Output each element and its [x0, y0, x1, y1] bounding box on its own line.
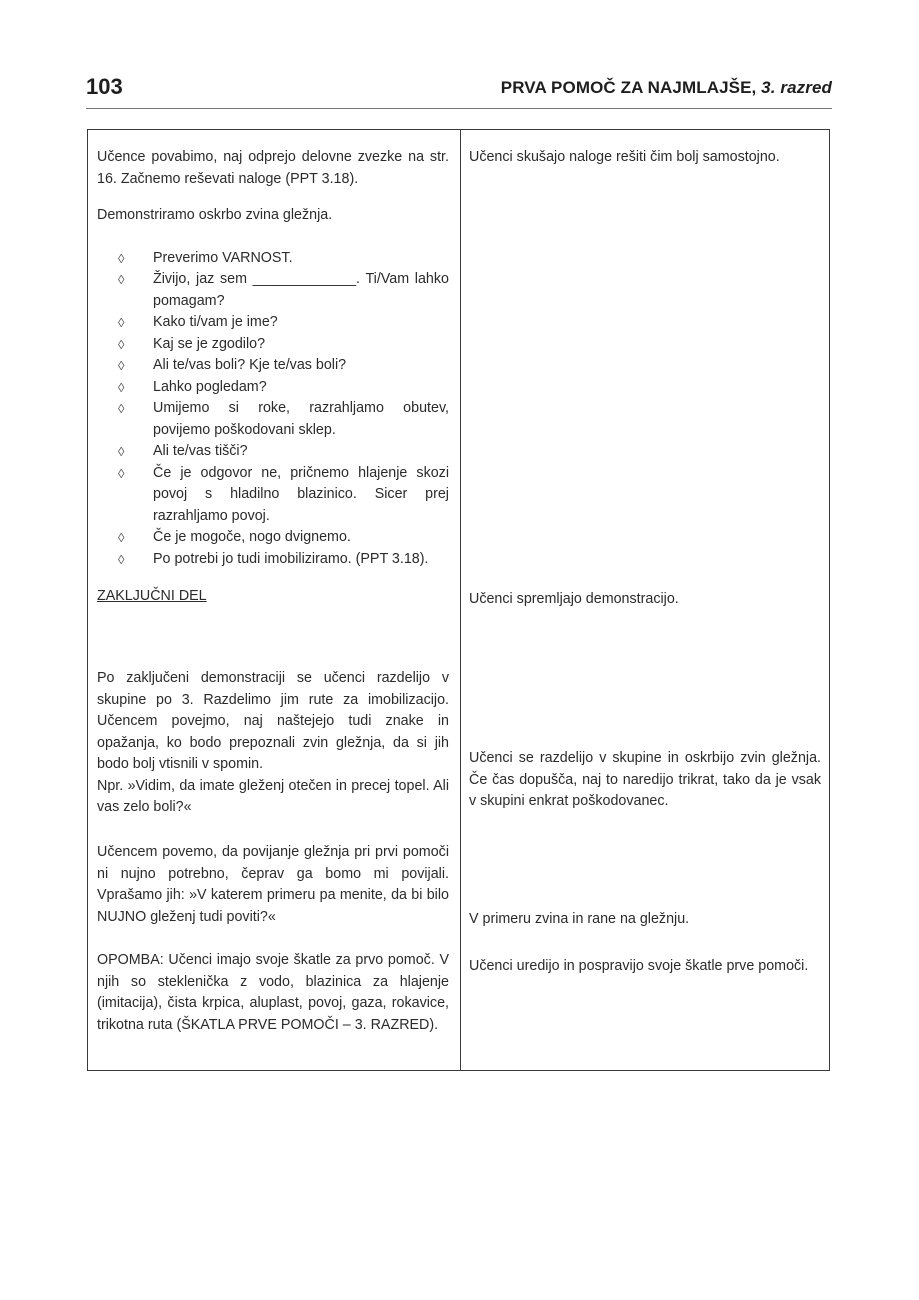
column-divider	[460, 130, 461, 1070]
bullet-list	[97, 248, 449, 571]
diamond-bullet-icon: ◊	[118, 272, 125, 287]
header-rule	[86, 108, 832, 109]
diamond-bullet-icon: ◊	[118, 336, 125, 352]
left-paragraph: Demonstriramo oskrbo zvina gležnja.	[97, 207, 333, 223]
diamond-bullet-icon: ◊	[118, 444, 125, 459]
list-item: ◊ Preverimo VARNOST.	[97, 248, 449, 270]
list-item: ◊ Umijemo si roke, razrahljamo obutev, povijemo poškodovani sklep.	[118, 400, 449, 438]
diamond-bullet-icon: ◊	[118, 379, 125, 395]
list-item: ◊ Živijo, jaz sem _____________. Ti/Vam lahko pomagam?	[118, 271, 449, 309]
section-heading: ZAKLJUČNI DEL	[97, 588, 207, 604]
lesson-table	[87, 129, 830, 1071]
right-paragraph: Učenci spremljajo demonstracijo.	[469, 591, 679, 607]
diamond-bullet-icon: ◊	[118, 315, 125, 330]
right-paragraph: Učenci uredijo in pospravijo svoje škatle prve pomoči.	[469, 958, 809, 974]
left-cell-bandaging	[97, 842, 449, 928]
left-cell-conclusion	[97, 668, 449, 819]
list-item: ◊ Lahko pogledam?	[97, 377, 449, 399]
right-cell-3	[469, 748, 821, 813]
left-cell-intro	[97, 147, 449, 608]
right-paragraph: V primeru zvina in rane na gležnju.	[469, 911, 690, 927]
diamond-bullet-icon: ◊	[118, 250, 125, 266]
list-item: ◊ Kako ti/vam je ime?	[97, 312, 449, 334]
diamond-bullet-icon: ◊	[118, 551, 125, 567]
diamond-bullet-icon: ◊	[118, 465, 125, 481]
note-paragraph: OPOMBA: Učenci imajo svoje škatle za prvo pomoč. V njih so steklenička z vodo, blazinica za hlajenje (imitacija), čista krpica, aluplast, povoj, gaza, rokavice, trikotna ruta (ŠKATLA PRVE POMOČI – 3. RAZRED).	[97, 952, 449, 1033]
left-paragraph: Učencem povemo, da povijanje gležnja pri prvi pomoči ni nujno potrebno, čeprav ga bomo mi povijali. Vprašamo jih: »V katerem primeru pa menite, da bi bilo NUJNO gleženj tudi poviti?«	[97, 844, 449, 925]
list-item: ◊ Če je mogoče, nogo dvignemo.	[97, 527, 449, 549]
right-paragraph: Učenci se razdelijo v skupine in oskrbijo zvin gležnja. Če čas dopušča, naj to naredijo trikrat, tako da je vsak v skupini enkrat poškodovanec.	[469, 750, 821, 809]
diamond-bullet-icon: ◊	[118, 401, 125, 416]
running-header-grade: 3. razred	[761, 78, 832, 97]
left-cell-note	[97, 950, 449, 1036]
running-header-title: PRVA POMOČ ZA NAJMLAJŠE,	[500, 78, 757, 97]
left-paragraph: Po zaključeni demonstraciji se učenci razdelijo v skupine po 3. Razdelimo jim rute za imobilizacijo. Učencem povejmo, naj naštejejo tudi znake in opažanja, ko bodo prepoznali zvin gležnja, da si jih bodo bolj vtisnili v spomin.	[97, 670, 449, 772]
right-cell-5	[469, 956, 821, 978]
page-number: 103	[86, 74, 123, 99]
list-item: ◊ Kaj se je zgodilo?	[97, 334, 449, 356]
diamond-bullet-icon: ◊	[118, 530, 125, 545]
list-item: ◊ Če je odgovor ne, pričnemo hlajenje skozi povoj s hladilno blazinico. Sicer prej razrahljamo povoj.	[118, 464, 449, 524]
right-cell-2	[469, 589, 821, 611]
list-item: ◊ Ali te/vas boli? Kje te/vas boli?	[97, 355, 449, 377]
right-cell-1	[469, 147, 821, 169]
left-paragraph: Učence povabimo, naj odprejo delovne zvezke na str. 16. Začnemo reševati naloge (PPT 3.18).	[97, 149, 449, 187]
right-paragraph: Učenci skušajo naloge rešiti čim bolj samostojno.	[469, 149, 780, 165]
list-item: ◊ Po potrebi jo tudi imobiliziramo. (PPT 3.18).	[97, 549, 449, 571]
left-paragraph: Npr. »Vidim, da imate gleženj otečen in precej topel. Ali vas zelo boli?«	[97, 777, 449, 815]
list-item: ◊ Ali te/vas tišči?	[97, 441, 449, 463]
right-cell-4	[469, 909, 821, 931]
diamond-bullet-icon: ◊	[118, 358, 125, 373]
running-header	[501, 78, 832, 98]
